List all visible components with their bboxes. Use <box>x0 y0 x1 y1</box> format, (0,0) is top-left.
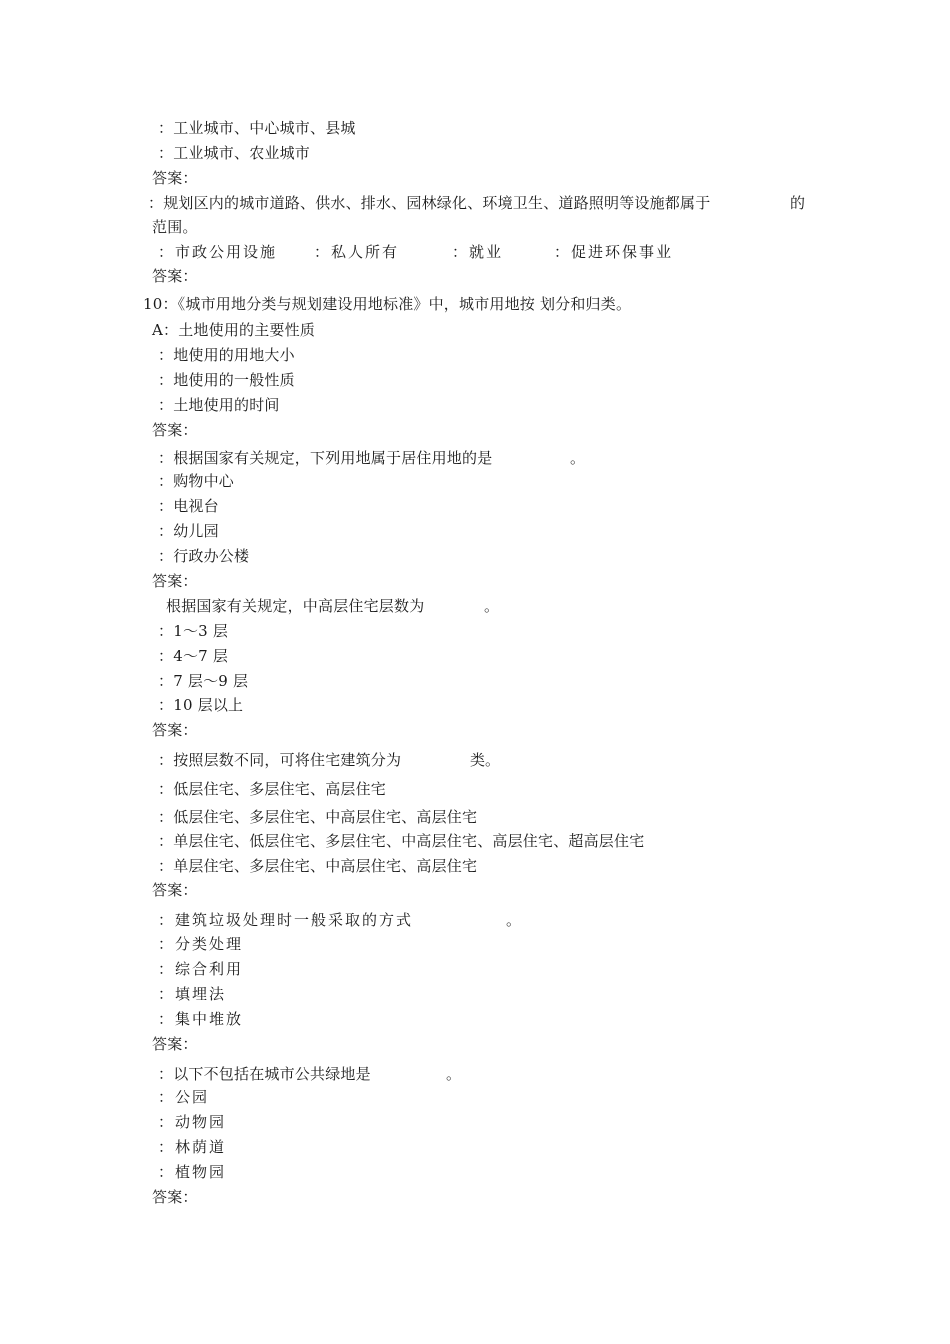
option-inline: ：就业 <box>452 243 504 261</box>
answer-label: 答案： <box>152 1035 198 1053</box>
option-line: ：单层住宅、多层住宅、中高层住宅、高层住宅 <box>158 857 478 875</box>
question-stem: 根据国家有关规定，中高层住宅层数为 <box>166 597 425 615</box>
option-line: ：4～7 层 <box>158 647 229 665</box>
answer-label: 答案： <box>152 572 198 590</box>
question-stem-tail: 的 <box>790 194 806 212</box>
option-line: ：单层住宅、低层住宅、多层住宅、中高层住宅、高层住宅、超高层住宅 <box>158 832 645 850</box>
question-stem-end: 类。 <box>470 751 501 769</box>
option-line: ：工业城市、中心城市、县城 <box>158 119 356 137</box>
option-line: ：电视台 <box>158 497 219 515</box>
option-line: ：分类处理 <box>158 935 244 953</box>
option-line: ：1～3 层 <box>158 622 229 640</box>
option-line: A：土地使用的主要性质 <box>152 321 316 339</box>
question-stem: ：按照层数不同，可将住宅建筑分为 <box>158 751 402 769</box>
option-line: ：行政办公楼 <box>158 547 250 565</box>
answer-label: 答案： <box>152 1188 198 1206</box>
option-line: ：动物园 <box>158 1113 227 1131</box>
option-line: ：植物园 <box>158 1163 227 1181</box>
option-inline: ：促进环保事业 <box>554 243 674 261</box>
option-line: ：10 层以上 <box>158 696 244 714</box>
question-stem: ：以下不包括在城市公共绿地是 <box>158 1065 371 1083</box>
question-stem: ：规划区内的城市道路、供水、排水、园林绿化、环境卫生、道路照明等设施都属于 <box>148 194 711 212</box>
question-stem-end: 。 <box>446 1065 462 1083</box>
question-stem: 10：《城市用地分类与规划建设用地标准》中，城市用地按 划分和归类。 <box>143 295 632 313</box>
option-line: ：公园 <box>158 1088 210 1106</box>
option-line: ：填埋法 <box>158 985 227 1003</box>
option-line: ：7 层～9 层 <box>158 672 249 690</box>
question-stem-continued: 范围。 <box>152 218 198 236</box>
question-stem-end: 。 <box>484 597 500 615</box>
option-line: ：集中堆放 <box>158 1010 244 1028</box>
option-line: ：低层住宅、多层住宅、高层住宅 <box>158 780 387 798</box>
question-stem: ：根据国家有关规定，下列用地属于居住用地的是 <box>158 449 493 467</box>
answer-label: 答案： <box>152 169 198 187</box>
option-line: ：林荫道 <box>158 1138 227 1156</box>
option-line: ：地使用的用地大小 <box>158 346 295 364</box>
option-line: ：地使用的一般性质 <box>158 371 295 389</box>
option-line: ：低层住宅、多层住宅、中高层住宅、高层住宅 <box>158 808 478 826</box>
question-stem-end: 。 <box>506 911 522 929</box>
answer-label: 答案： <box>152 267 198 285</box>
option-inline: ：市政公用设施 <box>158 243 278 261</box>
option-line: ：综合利用 <box>158 960 244 978</box>
option-line: ：工业城市、农业城市 <box>158 144 311 162</box>
answer-label: 答案： <box>152 421 198 439</box>
question-stem: ：建筑垃圾处理时一般采取的方式 <box>158 911 414 929</box>
option-line: ：土地使用的时间 <box>158 396 280 414</box>
option-inline: ：私人所有 <box>314 243 400 261</box>
answer-label: 答案： <box>152 881 198 899</box>
option-line: ：购物中心 <box>158 472 235 490</box>
option-line: ：幼儿园 <box>158 522 219 540</box>
question-stem-end: 。 <box>570 449 586 467</box>
answer-label: 答案： <box>152 721 198 739</box>
